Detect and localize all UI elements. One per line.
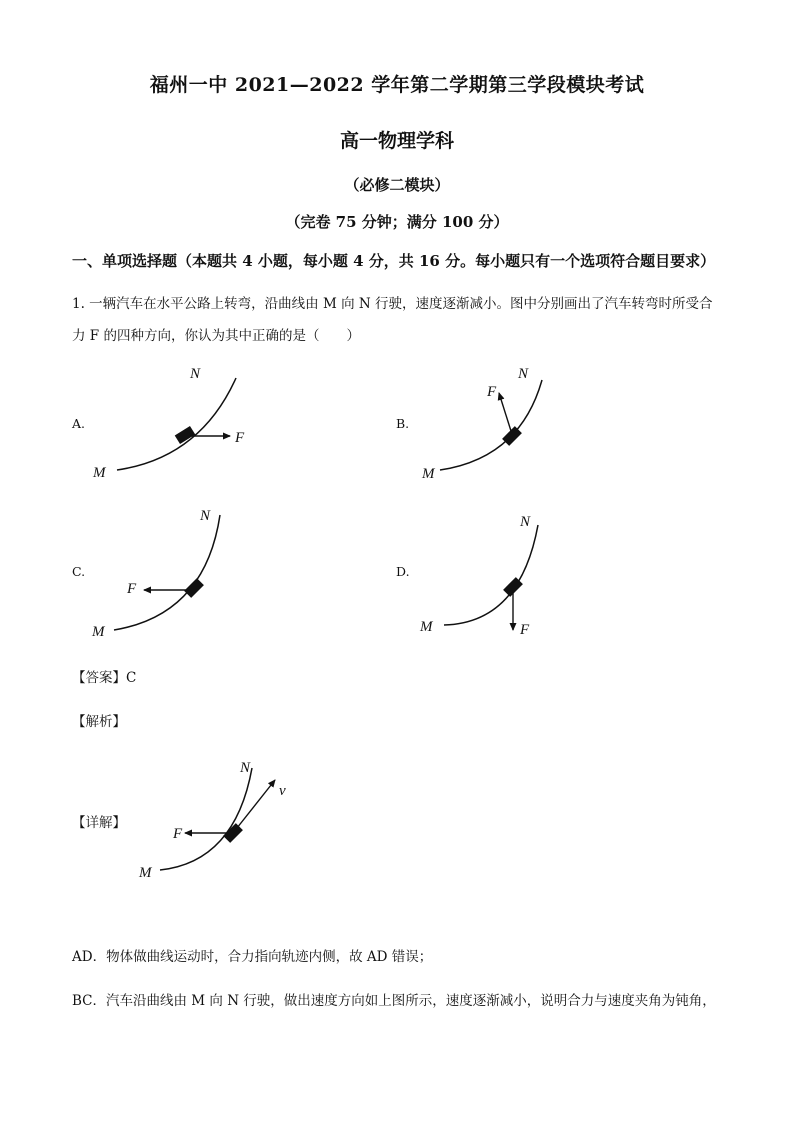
answer-line (72, 666, 136, 686)
velocity-arrow (233, 780, 275, 833)
option-d-figure (410, 505, 610, 645)
force-label: F (487, 384, 497, 400)
car-block (175, 426, 196, 444)
trajectory-curve (117, 378, 236, 470)
option-c-figure (80, 505, 280, 645)
point-m-label: M (139, 865, 152, 881)
option-b-figure (410, 358, 610, 488)
question-stem-line2: 力 F 的四种方向，你认为其中正确的是（ ） (72, 328, 360, 344)
point-m-label: M (420, 619, 433, 635)
force-arrow (499, 393, 511, 431)
car-block (502, 426, 522, 446)
point-n-label: N (520, 514, 531, 530)
point-m-label: M (92, 624, 105, 640)
module-subtitle: （必修二模块） (344, 176, 450, 194)
force-label: F (520, 622, 530, 638)
detail-figure (130, 752, 320, 882)
option-d-label: D. (396, 564, 410, 579)
question-stem-line1: 1. 一辆汽车在水平公路上转弯，沿曲线由 M 向 N 行驶，速度逐渐减小。图中分别画出了汽车转弯时所受合 (72, 296, 713, 312)
detail-tag: 【详解】 (72, 815, 126, 831)
point-n-label: N (518, 366, 529, 382)
trajectory-curve (444, 525, 538, 625)
point-m-label: M (93, 465, 106, 481)
force-label: F (173, 826, 183, 842)
explanation-bc: BC．汽车沿曲线由 M 向 N 行驶，做出速度方向如上图所示，速度逐渐减小，说明合力与速度夹角为钝角， (72, 993, 716, 1009)
force-label: F (235, 430, 245, 446)
option-a-label: A. (72, 416, 86, 431)
exam-title: 福州一中 2021—2022 学年第二学期第三学段模块考试 (149, 74, 645, 96)
car-block (184, 578, 204, 598)
option-b-label: B. (396, 416, 410, 431)
section-heading: 一、单项选择题（本题共 4 小题，每小题 4 分，共 16 分。每小题只有一个选项符合题目要求） (72, 252, 716, 270)
answer-value: C (126, 670, 137, 686)
explanation-ad: AD．物体做曲线运动时，合力指向轨迹内侧，故 AD 错误； (72, 949, 433, 965)
point-n-label: N (190, 366, 201, 382)
point-n-label: N (200, 508, 211, 524)
force-label: F (127, 581, 137, 597)
option-c-label: C. (72, 564, 86, 579)
point-m-label: M (422, 466, 435, 482)
trajectory-curve (160, 768, 252, 870)
answer-tag: 【答案】 (72, 670, 126, 686)
subject-title: 高一物理学科 (339, 130, 454, 152)
point-n-label: N (240, 760, 251, 776)
trajectory-curve (114, 515, 220, 630)
velocity-label: v (279, 783, 286, 799)
exam-info: （完卷 75 分钟；满分 100 分） (285, 213, 509, 231)
analysis-tag: 【解析】 (72, 714, 126, 730)
option-a-figure (80, 358, 280, 488)
